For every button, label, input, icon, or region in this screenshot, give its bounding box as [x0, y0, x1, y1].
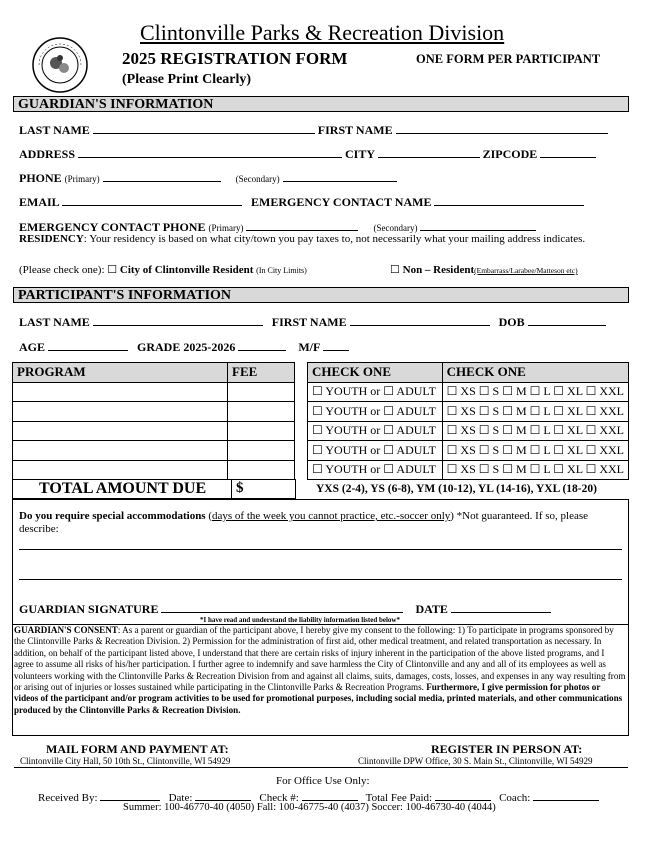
- emergency-name-field[interactable]: [434, 194, 584, 206]
- accommodations-label: Do you require special accommodations: [19, 510, 206, 522]
- program-cell-2[interactable]: [13, 402, 228, 422]
- phone-primary-field[interactable]: [103, 170, 221, 182]
- account-codes: Summer: 100-46770-40 (4050) Fall: 100-46775-40 (4037) Soccer: 100-46730-40 (4044): [123, 802, 496, 813]
- size-table: [307, 362, 629, 480]
- table-row: [13, 441, 295, 461]
- fee-cell-3[interactable]: [228, 421, 295, 441]
- size-key: YXS (2-4), YS (6-8), YM (10-12), YL (14-16), YXL (18-20): [316, 483, 597, 495]
- total-label-box: [12, 479, 232, 499]
- total-fee-field[interactable]: [435, 789, 491, 801]
- program-table: [12, 362, 295, 480]
- program-cell-1[interactable]: [13, 382, 228, 402]
- residency-text: : Your residency is based on what city/town you pay taxes to, not necessarily what your mailing address indicates.: [83, 233, 586, 245]
- p-last-name-label: LAST NAME: [19, 315, 90, 329]
- check-one-header-2: CHECK ONE: [442, 363, 628, 383]
- guardian-name-row: [19, 122, 608, 138]
- signature-field[interactable]: [161, 601, 403, 613]
- size-choice-3[interactable]: ☐ XS ☐ S ☐ M ☐ L ☐ XL ☐ XXL: [442, 421, 628, 441]
- emergency-primary-label: (Primary): [208, 223, 244, 233]
- office-date-label: Date:: [168, 792, 193, 804]
- address-field[interactable]: [78, 146, 342, 158]
- fee-cell-5[interactable]: [228, 460, 295, 480]
- zipcode-label: ZIPCODE: [482, 147, 538, 161]
- size-choice-1[interactable]: ☐ XS ☐ S ☐ M ☐ L ☐ XL ☐ XXL: [442, 382, 628, 402]
- program-header: PROGRAM: [13, 363, 228, 383]
- office-use-label: For Office Use Only:: [276, 775, 370, 787]
- fee-cell-2[interactable]: [228, 402, 295, 422]
- resident-checkbox[interactable]: ☐: [107, 264, 118, 276]
- consent-label: GUARDIAN'S CONSENT: [14, 625, 118, 635]
- dob-label: DOB: [498, 315, 525, 329]
- resident-note: (In City Limits): [256, 266, 307, 275]
- emergency-phone-secondary-field[interactable]: [420, 219, 536, 231]
- address-label: ADDRESS: [19, 147, 76, 161]
- table-row: [308, 441, 629, 461]
- participant-name-row: [19, 314, 606, 330]
- youth-adult-choice-5[interactable]: ☐ YOUTH or ☐ ADULT: [308, 460, 443, 480]
- accommodations-rest: *Not guaranteed. If so, please describe:: [19, 510, 589, 535]
- email-row: [19, 194, 584, 210]
- participant-last-name-field[interactable]: [93, 314, 263, 326]
- size-choice-5[interactable]: ☐ XS ☐ S ☐ M ☐ L ☐ XL ☐ XXL: [442, 460, 628, 480]
- table-row: [308, 382, 629, 402]
- office-date-field[interactable]: [195, 789, 251, 801]
- emergency-name-label: EMERGENCY CONTACT NAME: [251, 195, 432, 209]
- signature-date-field[interactable]: [451, 601, 551, 613]
- received-field[interactable]: [100, 789, 160, 801]
- youth-adult-choice-2[interactable]: ☐ YOUTH or ☐ ADULT: [308, 402, 443, 422]
- grade-label: GRADE 2025-2026: [137, 340, 236, 354]
- size-choice-2[interactable]: ☐ XS ☐ S ☐ M ☐ L ☐ XL ☐ XXL: [442, 402, 628, 422]
- fee-cell-1[interactable]: [228, 382, 295, 402]
- signature-date-label: DATE: [415, 602, 448, 616]
- participant-first-name-field[interactable]: [350, 314, 490, 326]
- age-field[interactable]: [48, 339, 128, 351]
- city-label: CITY: [345, 147, 375, 161]
- footer-divider: [14, 767, 628, 768]
- primary-label: (Primary): [64, 174, 100, 184]
- participant-section-header: PARTICIPANT'S INFORMATION: [13, 287, 629, 303]
- signature-row: [19, 601, 551, 617]
- guardian-last-name-field[interactable]: [93, 122, 315, 134]
- emergency-secondary-label: (Secondary): [373, 223, 418, 233]
- one-form-note: ONE FORM PER PARTICIPANT: [416, 52, 601, 66]
- mail-title: MAIL FORM AND PAYMENT AT:: [46, 742, 229, 756]
- program-cell-5[interactable]: [13, 460, 228, 480]
- check-number-label: Check #:: [259, 792, 299, 804]
- mail-address: Clintonville City Hall, 50 10th St., Clintonville, WI 54929: [20, 756, 231, 766]
- grade-field[interactable]: [238, 339, 286, 351]
- table-row: [13, 402, 295, 422]
- program-cell-4[interactable]: [13, 441, 228, 461]
- youth-adult-choice-3[interactable]: ☐ YOUTH or ☐ ADULT: [308, 421, 443, 441]
- nonresident-note: (Embarrass/Larabee/Matteson etc): [474, 266, 578, 275]
- check-number-field[interactable]: [302, 789, 358, 801]
- residency-label: RESIDENCY: [19, 233, 84, 245]
- accommodations-underlined: days of the week you cannot practice, etc.-soccer only: [212, 510, 451, 522]
- table-row: [13, 382, 295, 402]
- table-row: [308, 402, 629, 422]
- email-field[interactable]: [62, 194, 242, 206]
- person-address: Clintonville DPW Office, 30 S. Main St., Clintonville, WI 54929: [358, 756, 593, 766]
- city-seal-icon: [31, 36, 89, 94]
- dob-field[interactable]: [528, 314, 606, 326]
- form-title: 2025 REGISTRATION FORM: [122, 49, 348, 68]
- table-row: [308, 460, 629, 480]
- email-label: EMAIL: [19, 195, 60, 209]
- youth-adult-choice-1[interactable]: ☐ YOUTH or ☐ ADULT: [308, 382, 443, 402]
- total-label: TOTAL AMOUNT DUE: [39, 480, 207, 497]
- table-row: [308, 421, 629, 441]
- age-label: AGE: [19, 340, 46, 354]
- person-title: REGISTER IN PERSON AT:: [431, 742, 583, 756]
- division-title: Clintonville Parks & Recreation Division: [140, 20, 505, 45]
- mf-field[interactable]: [323, 339, 349, 351]
- resident-label: City of Clintonville Resident: [119, 264, 254, 276]
- residency-check-row: [19, 263, 307, 276]
- table-row: [13, 460, 295, 480]
- print-note: (Please Print Clearly): [122, 72, 252, 87]
- consent-text: [14, 625, 626, 716]
- emergency-phone-primary-field[interactable]: [246, 219, 358, 231]
- phone-label: PHONE: [19, 171, 62, 185]
- last-name-label: LAST NAME: [19, 123, 90, 137]
- emergency-phone-label: EMERGENCY CONTACT PHONE: [19, 220, 206, 234]
- nonresident-label: Non – Resident: [402, 264, 475, 276]
- table-row: [13, 421, 295, 441]
- coach-field[interactable]: [533, 789, 599, 801]
- liability-note: *I have read and understand the liability information listed below*: [200, 616, 400, 624]
- signature-label: GUARDIAN SIGNATURE: [19, 602, 159, 616]
- phone-row: [19, 170, 397, 186]
- nonresident-checkbox[interactable]: ☐: [390, 264, 400, 276]
- city-field[interactable]: [378, 146, 480, 158]
- youth-adult-choice-4[interactable]: ☐ YOUTH or ☐ ADULT: [308, 441, 443, 461]
- age-row: [19, 339, 349, 355]
- nonresident-row: [390, 263, 578, 276]
- total-amount-field[interactable]: [231, 479, 296, 499]
- guardian-first-name-field[interactable]: [396, 122, 608, 134]
- phone-secondary-field[interactable]: [283, 170, 397, 182]
- total-fee-label: Total Fee Paid:: [365, 792, 433, 804]
- check-one-label: (Please check one):: [19, 264, 105, 276]
- address-row: [19, 146, 596, 162]
- residency-note: [19, 233, 619, 246]
- check-one-header-1: CHECK ONE: [308, 363, 443, 383]
- fee-header: FEE: [228, 363, 295, 383]
- p-first-name-label: FIRST NAME: [271, 315, 347, 329]
- fee-cell-4[interactable]: [228, 441, 295, 461]
- accommodations-line-1[interactable]: [19, 549, 622, 550]
- accommodations-line-2[interactable]: [19, 579, 622, 580]
- size-choice-4[interactable]: ☐ XS ☐ S ☐ M ☐ L ☐ XL ☐ XXL: [442, 441, 628, 461]
- secondary-label: (Secondary): [235, 174, 280, 184]
- consent-body: : As a parent or guardian of the participant above, I hereby give my consent to the following: 1) To participate in programs sponsored by the Clintonville Parks & Recreation Division. 2) Permission for the administration of first aid, other medical treatment, and related transportation as necessary. In addition, on behalf of the participant listed above, I understand that there are certain risks of injury inherent in the participation of the above listed programs, and I agree to assume all risks of his/her participation. I further agree to indemnify and save harmless the City of Clintonville and any and all of its employees as well as volunteers working with the Clintonville Parks & Recreation Division from and against all claims, suits, damages, costs, losses, and expenses in any way resulting from or arising out of injuries or losses sustained while participating in the Clintonville Parks & Recreation Programs.: [14, 625, 626, 693]
- mf-label: M/F: [298, 340, 320, 354]
- guardian-section-header: GUARDIAN'S INFORMATION: [13, 96, 629, 112]
- first-name-label: FIRST NAME: [317, 123, 393, 137]
- coach-label: Coach:: [499, 792, 531, 804]
- zipcode-field[interactable]: [540, 146, 596, 158]
- accommodations-question: Do you require special accommodations (days of the week you cannot practice, etc.-soccer only) *Not guaranteed. If so, please describe:: [19, 510, 589, 535]
- program-cell-3[interactable]: [13, 421, 228, 441]
- received-label: Received By:: [38, 792, 98, 804]
- currency-symbol: $: [236, 480, 244, 496]
- consent-photo-permission: Furthermore, I give permission for photos or videos of the participant and/or program activities to be used for promotional purposes, including social media, printed materials, and other communications produced by the Clintonville Parks & Recreation Division.: [14, 682, 623, 715]
